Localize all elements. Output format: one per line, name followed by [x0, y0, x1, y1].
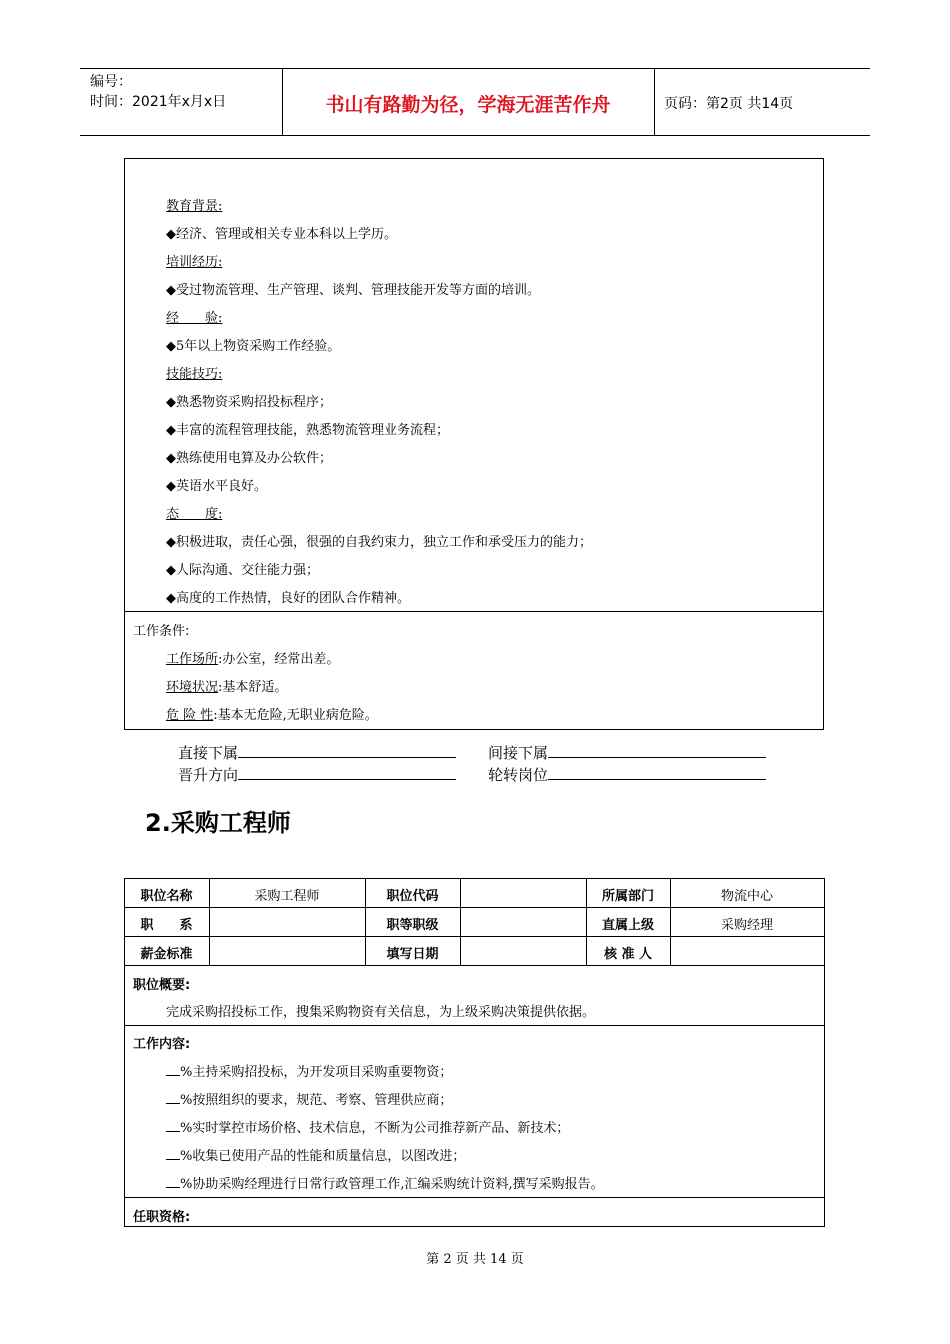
table-rule-summary: [124, 1025, 825, 1026]
skills-item: ◆熟练使用电算及办公软件；: [166, 451, 332, 466]
header-date: 时间：2021年x月x日: [90, 94, 227, 110]
table-col-rule: [460, 878, 461, 965]
indirect-subordinate-blank: [548, 743, 766, 758]
department-value: 物流中心: [720, 889, 773, 904]
conditions-risk-value: :基本无危险,无职业病危险。: [213, 708, 378, 723]
table-rule-row2: [124, 936, 825, 937]
content-item: [166, 1117, 569, 1136]
promotion-blank: [238, 765, 456, 780]
direct-subordinate-row: [178, 742, 456, 763]
supervisor-value: 采购经理: [720, 918, 773, 933]
table-rule-row3: [124, 965, 825, 966]
content-item-blank: [166, 1117, 180, 1132]
summary-text: 完成采购招投标工作，搜集采购物资有关信息，为上级采购决策提供依据。: [166, 1005, 596, 1020]
page-footer: 第 2 页 共 14 页: [426, 1252, 524, 1267]
content-item-text: %按照组织的要求，规范、考察、管理供应商；: [180, 1093, 453, 1108]
salary-label: 薪金标准: [140, 947, 193, 962]
content-item-text: %协助采购经理进行日常行政管理工作,汇编采购统计资料,撰写采购报告。: [180, 1177, 604, 1192]
header-meta: [90, 72, 226, 112]
attitude-item: ◆人际沟通、交往能力强；: [166, 563, 319, 578]
experience-item: ◆5年以上物资采购工作经验。: [166, 339, 341, 354]
table-rule-row1: [124, 907, 825, 908]
position-code-label: 职位代码: [386, 889, 439, 904]
rotation-row: [488, 764, 766, 785]
promotion-label: 晋升方向: [178, 766, 239, 784]
conditions-risk-label: 危 险 性: [166, 708, 214, 723]
header-divider-right: [654, 68, 655, 135]
content-item: [166, 1061, 452, 1080]
skills-item: ◆丰富的流程管理技能，熟悉物流管理业务流程；: [166, 423, 449, 438]
conditions-env-label: 环境状况: [166, 680, 219, 695]
promotion-row: [178, 764, 456, 785]
conditions-risk: [166, 704, 378, 723]
qualification-divider: [124, 611, 824, 612]
content-item-text: %实时掌控市场价格、技术信息，不断为公司推荐新产品、新技术；: [180, 1121, 570, 1136]
skills-item: ◆熟悉物资采购招投标程序；: [166, 395, 332, 410]
header-page-number: 页码：第2页 共14页: [664, 96, 794, 112]
content-item: [166, 1173, 604, 1192]
content-item-text: %收集已使用产品的性能和质量信息，以图改进；: [180, 1149, 466, 1164]
position-name-label: 职位名称: [140, 889, 193, 904]
content-title: 工作内容:: [133, 1037, 191, 1052]
rotation-blank: [548, 765, 766, 780]
conditions-env-value: :基本舒适。: [218, 680, 288, 695]
rotation-label: 轮转岗位: [488, 766, 549, 784]
fill-date-label: 填写日期: [386, 947, 439, 962]
table-rule-top: [124, 878, 825, 879]
attitude-title: 态 度:: [166, 507, 223, 522]
skills-title: 技能技巧:: [166, 367, 223, 382]
section-title: 2.采购工程师: [145, 809, 291, 837]
conditions-title: 工作条件:: [133, 624, 190, 639]
conditions-place-value: :办公室，经常出差。: [218, 652, 340, 667]
attitude-item: ◆高度的工作热情，良好的团队合作精神。: [166, 591, 410, 606]
supervisor-label: 直属上级: [601, 918, 654, 933]
conditions-place-label: 工作场所: [166, 652, 219, 667]
content-item-blank: [166, 1145, 180, 1160]
conditions-environment: [166, 676, 287, 695]
job-family-label: 职 系: [140, 918, 193, 933]
table-rule-content: [124, 1197, 825, 1198]
conditions-place: [166, 648, 339, 667]
header-motto: 书山有路勤为径，学海无涯苦作舟: [325, 94, 611, 116]
table-rule-bottom: [124, 1226, 825, 1227]
content-item-blank: [166, 1173, 180, 1188]
department-label: 所属部门: [601, 889, 654, 904]
indirect-subordinate-row: [488, 742, 766, 763]
attitude-item: ◆积极进取，责任心强，很强的自我约束力，独立工作和承受压力的能力；: [166, 535, 592, 550]
qualifications-title: 任职资格:: [133, 1210, 191, 1225]
position-name-value: 采购工程师: [254, 889, 320, 904]
header-number: 编号：: [90, 74, 132, 90]
approver-label: 核 准 人: [603, 947, 653, 962]
table-rule-right: [824, 878, 825, 1226]
direct-subordinate-label: 直接下属: [178, 744, 239, 762]
content-item-blank: [166, 1061, 180, 1076]
education-title: 教育背景:: [166, 199, 223, 214]
indirect-subordinate-label: 间接下属: [488, 744, 549, 762]
summary-title: 职位概要:: [133, 978, 191, 993]
content-item: [166, 1145, 465, 1164]
training-item: ◆受过物流管理、生产管理、谈判、管理技能开发等方面的培训。: [166, 283, 540, 298]
content-item: [166, 1089, 452, 1108]
header-bottom-rule: [80, 135, 870, 136]
skills-item: ◆英语水平良好。: [166, 479, 267, 494]
direct-subordinate-blank: [238, 743, 456, 758]
content-item-blank: [166, 1089, 180, 1104]
education-item: ◆经济、管理或相关专业本科以上学历。: [166, 227, 397, 242]
header-top-rule: [80, 68, 870, 69]
content-item-text: %主持采购招投标，为开发项目采购重要物资；: [180, 1065, 453, 1080]
experience-title: 经 验:: [166, 311, 223, 326]
training-title: 培训经历:: [166, 255, 223, 270]
job-grade-label: 职等职级: [386, 918, 439, 933]
qualification-box: [124, 158, 824, 730]
